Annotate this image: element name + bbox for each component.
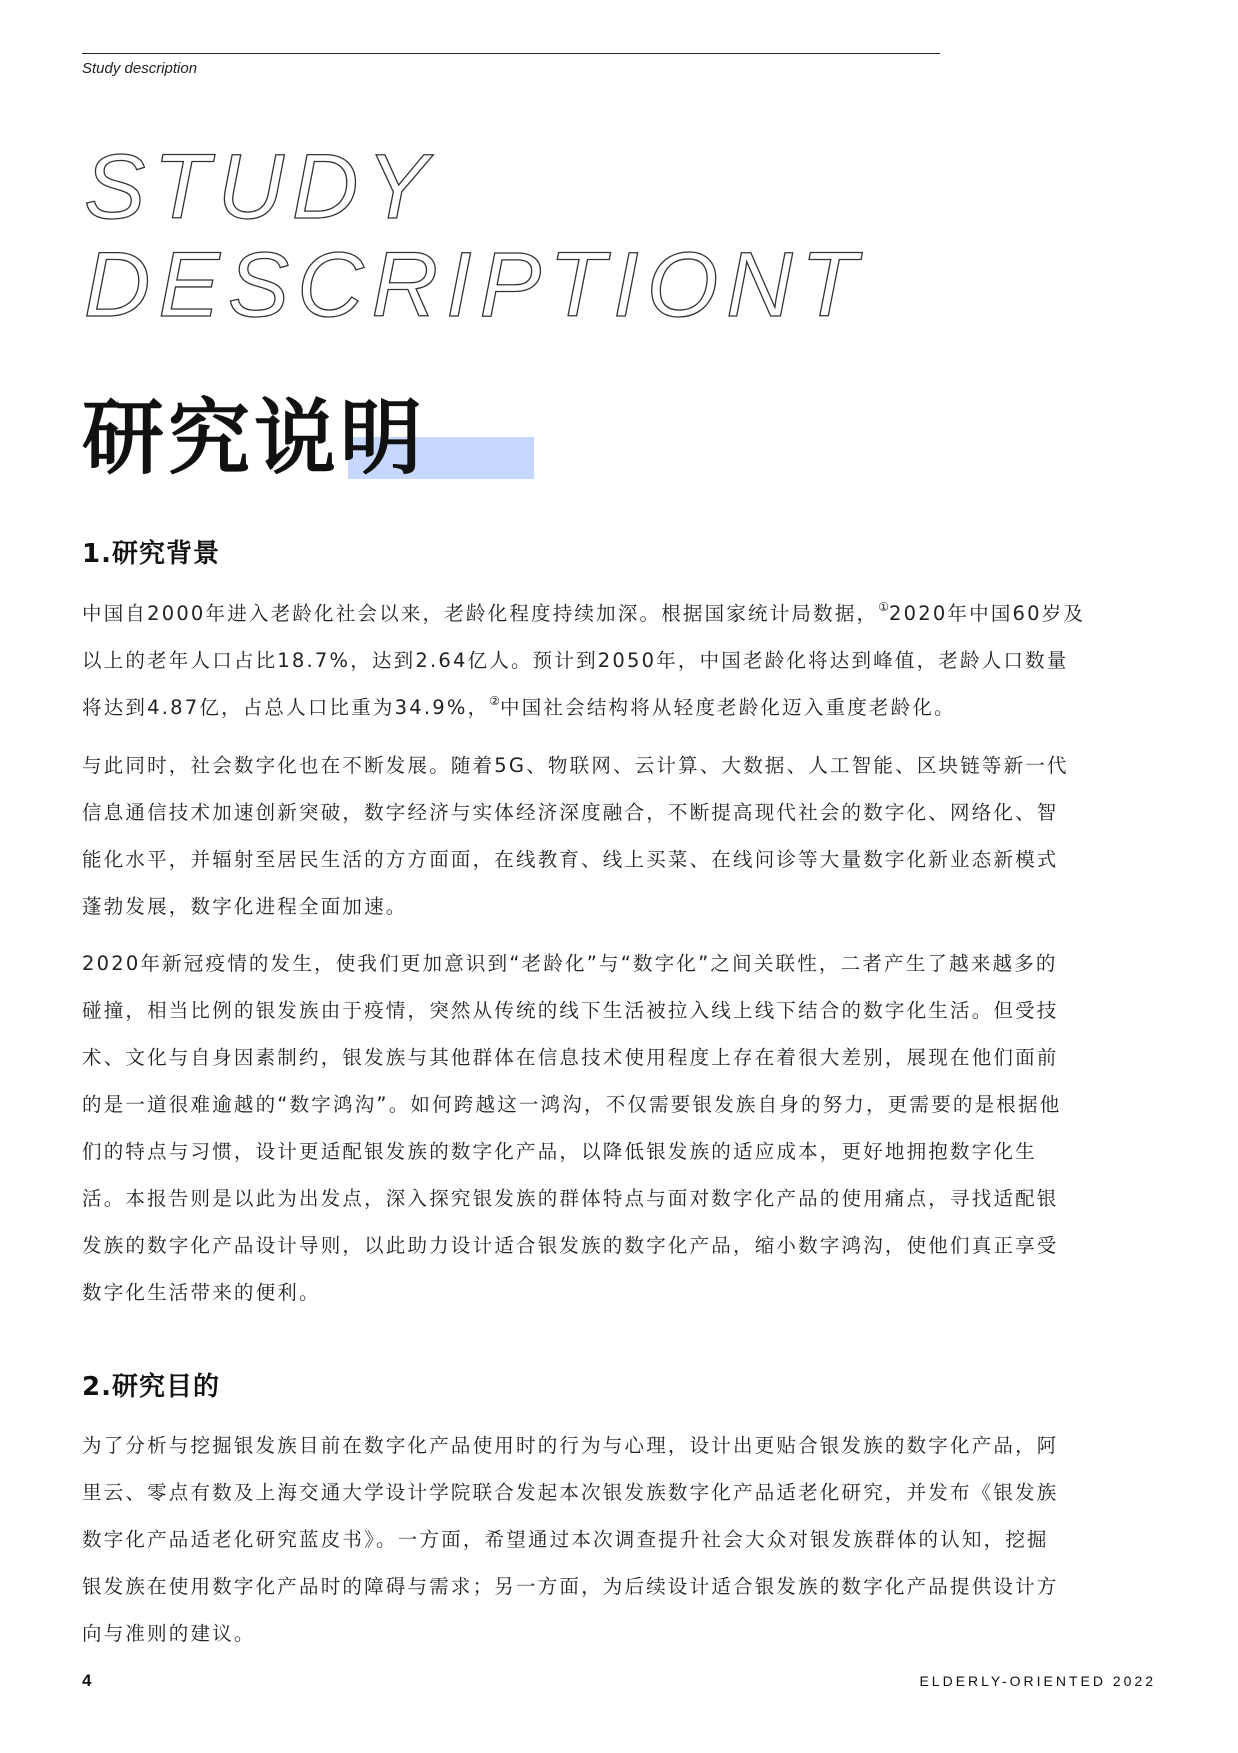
- paragraph-background-1: [82, 590, 1158, 731]
- footer-brand: ELDERLY-ORIENTED 2022: [919, 1673, 1156, 1689]
- paragraph-line: 与此同时，社会数字化也在不断发展。随着5G、物联网、云计算、大数据、人工智能、区块链等新一代: [82, 754, 1069, 777]
- footnote-marker[interactable]: ②: [489, 694, 501, 708]
- outline-title-line-2: DESCRIPTIONT: [84, 234, 865, 336]
- paragraph-line: 数字化产品适老化研究蓝皮书》。一方面，希望通过本次调查提升社会大众对银发族群体的认知，挖掘: [82, 1528, 1049, 1551]
- paragraph-line: 活。本报告则是以此为出发点，深入探究银发族的群体特点与面对数字化产品的使用痛点，寻找适配银: [82, 1187, 1059, 1210]
- paragraph-line: 能化水平，并辐射至居民生活的方方面面，在线教育、线上买菜、在线问诊等大量数字化新业态新模式: [82, 848, 1059, 871]
- paragraph-line: 里云、零点有数及上海交通大学设计学院联合发起本次银发族数字化产品适老化研究，并发布《银发族: [82, 1481, 1059, 1504]
- outline-title-line-1: STUDY: [84, 136, 436, 238]
- section-label: Study description: [82, 60, 198, 77]
- header-rule: [82, 53, 940, 54]
- paragraph-line: 们的特点与习惯，设计更适配银发族的数字化产品，以降低银发族的适应成本，更好地拥抱数字化生: [82, 1140, 1037, 1163]
- page-title: 研究说明: [82, 391, 427, 486]
- paragraph-line: 将达到4.87亿，占总人口比重为34.9%，②中国社会结构将从轻度老龄化迈入重度老龄化。: [82, 694, 956, 719]
- paragraph-line: 以上的老年人口占比18.7%，达到2.64亿人。预计到2050年，中国老龄化将达到峰值，老龄人口数量: [82, 649, 1069, 672]
- page-number: 4: [82, 1671, 92, 1690]
- paragraph-line: 向与准则的建议。: [82, 1622, 256, 1645]
- zh-title-block: [82, 391, 427, 486]
- paragraph-line: 发族的数字化产品设计导则，以此助力设计适合银发族的数字化产品，缩小数字鸿沟，使他们真正享受: [82, 1234, 1059, 1257]
- paragraph-line: 的是一道很难逾越的“数字鸿沟”。如何跨越这一鸿沟，不仅需要银发族自身的努力，更需要的是根据他: [82, 1093, 1062, 1116]
- paragraph-line: 信息通信技术加速创新突破，数字经济与实体经济深度融合，不断提高现代社会的数字化、网络化、智: [82, 801, 1059, 824]
- outline-title: [84, 138, 865, 334]
- paragraph-line: 碰撞，相当比例的银发族由于疫情，突然从传统的线下生活被拉入线上线下结合的数字化生活。但受技: [82, 999, 1059, 1022]
- paragraph-background-2: [82, 742, 1158, 930]
- paragraph-line: 银发族在使用数字化产品时的障碍与需求；另一方面，为后续设计适合银发族的数字化产品提供设计方: [82, 1575, 1059, 1598]
- paragraph-line: 术、文化与自身因素制约，银发族与其他群体在信息技术使用程度上存在着很大差别，展现在他们面前: [82, 1046, 1059, 1069]
- paragraph-line: 中国自2000年进入老龄化社会以来，老龄化程度持续加深。根据国家统计局数据，①2020年中国60岁及: [82, 600, 1086, 625]
- section-heading-purpose: 2.研究目的: [82, 1372, 220, 1402]
- paragraph-line: 为了分析与挖掘银发族目前在数字化产品使用时的行为与心理，设计出更贴合银发族的数字化产品，阿: [82, 1434, 1059, 1457]
- footnote-marker[interactable]: ①: [878, 600, 889, 614]
- paragraph-line: 2020年新冠疫情的发生，使我们更加意识到“老龄化”与“数字化”之间关联性，二者产生了越来越多的: [82, 952, 1058, 975]
- paragraph-line: 蓬勃发展，数字化进程全面加速。: [82, 895, 408, 918]
- paragraph-purpose: [82, 1422, 1158, 1657]
- section-heading-background: 1.研究背景: [82, 539, 220, 569]
- paragraph-background-3: [82, 940, 1158, 1316]
- paragraph-line: 数字化生活带来的便利。: [82, 1281, 321, 1304]
